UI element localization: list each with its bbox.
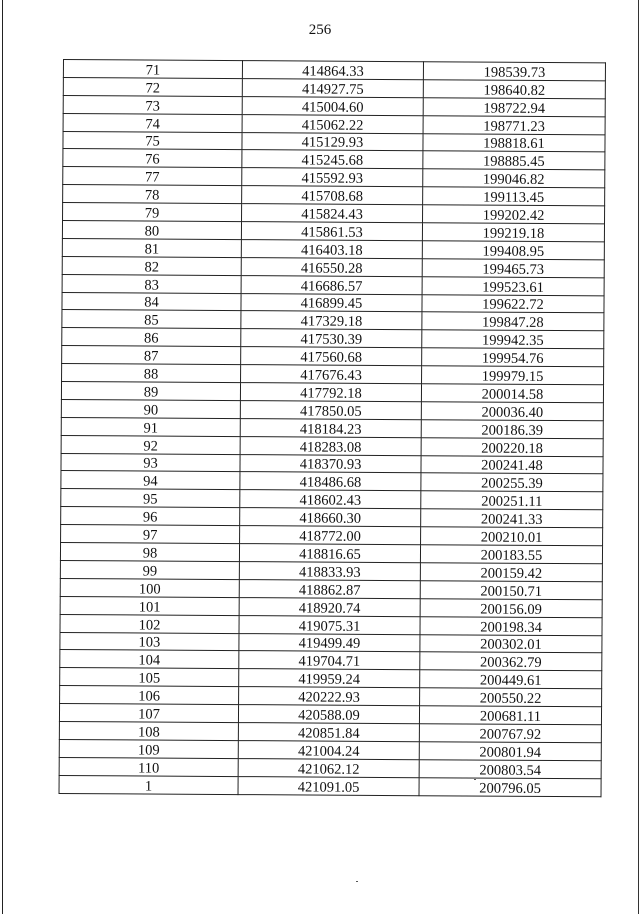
point-number-cell: 105 <box>60 668 239 687</box>
y-coordinate-cell: 198722.94 <box>423 97 605 116</box>
x-coordinate-cell: 418370.93 <box>240 454 421 473</box>
point-number-cell: 103 <box>60 632 239 651</box>
x-coordinate-cell: 418772.00 <box>240 526 421 545</box>
y-coordinate-cell: 200036.40 <box>421 402 603 421</box>
point-number-cell: 89 <box>61 382 240 401</box>
x-coordinate-cell: 416403.18 <box>241 239 422 258</box>
x-coordinate-cell: 420851.84 <box>238 723 419 742</box>
point-number-cell: 108 <box>59 721 238 740</box>
y-coordinate-cell: 200255.39 <box>421 473 603 492</box>
x-coordinate-cell: 417329.18 <box>241 311 422 330</box>
point-number-cell: 91 <box>61 417 240 436</box>
y-coordinate-cell: 200803.54 <box>419 759 601 778</box>
y-coordinate-cell: 200220.18 <box>421 437 603 456</box>
x-coordinate-cell: 419075.31 <box>239 615 420 634</box>
point-number-cell: 76 <box>63 149 242 168</box>
x-coordinate-cell: 415004.60 <box>242 96 423 115</box>
point-number-cell: 100 <box>60 578 239 597</box>
x-coordinate-cell: 415245.68 <box>242 150 423 169</box>
point-number-cell: 93 <box>61 453 240 472</box>
y-coordinate-cell: 199219.18 <box>422 223 604 242</box>
y-coordinate-cell: 199523.61 <box>422 276 604 295</box>
x-coordinate-cell: 418602.43 <box>240 490 421 509</box>
x-coordinate-cell: 415129.93 <box>242 132 423 151</box>
y-coordinate-cell: 198885.45 <box>423 151 605 170</box>
table-row <box>60 650 602 671</box>
point-number-cell: 1 <box>59 775 238 794</box>
point-number-cell: 98 <box>60 543 239 562</box>
y-coordinate-cell: 200014.58 <box>421 384 603 403</box>
x-coordinate-cell: 419704.71 <box>239 651 420 670</box>
x-coordinate-cell: 421091.05 <box>238 776 419 795</box>
point-number-cell: 73 <box>63 95 242 114</box>
point-number-cell: 85 <box>62 310 241 329</box>
y-coordinate-cell: 200302.01 <box>420 634 602 653</box>
point-number-cell: 88 <box>62 364 241 383</box>
point-number-cell: 95 <box>61 489 240 508</box>
point-number-cell: 79 <box>63 203 242 222</box>
point-number-cell: 110 <box>59 757 238 776</box>
y-coordinate-cell: 199046.82 <box>423 169 605 188</box>
point-number-cell: 94 <box>61 471 240 490</box>
scan-edge-left <box>2 0 3 914</box>
y-coordinate-cell: 200767.92 <box>419 724 601 743</box>
point-number-cell: 86 <box>62 328 241 347</box>
y-coordinate-cell: 200210.01 <box>421 527 603 546</box>
y-coordinate-cell: 199847.28 <box>422 312 604 331</box>
x-coordinate-cell: 417792.18 <box>240 383 421 402</box>
y-coordinate-cell: 199202.42 <box>423 205 605 224</box>
x-coordinate-cell: 418816.65 <box>239 544 420 563</box>
y-coordinate-cell: 198818.61 <box>423 133 605 152</box>
x-coordinate-cell: 420588.09 <box>238 705 419 724</box>
scan-speck <box>356 881 358 882</box>
y-coordinate-cell: 198640.82 <box>423 80 605 99</box>
point-number-cell: 106 <box>60 686 239 705</box>
point-number-cell: 84 <box>62 292 241 311</box>
y-coordinate-cell: 200801.94 <box>419 742 601 761</box>
point-number-cell: 101 <box>60 596 239 615</box>
x-coordinate-cell: 418833.93 <box>239 562 420 581</box>
x-coordinate-cell: 417530.39 <box>241 329 422 348</box>
y-coordinate-cell: 200150.71 <box>420 581 602 600</box>
y-coordinate-cell: 199954.76 <box>422 348 604 367</box>
y-coordinate-cell: 200796.05 <box>419 777 601 796</box>
y-coordinate-cell: 200251.11 <box>421 491 603 510</box>
point-number-cell: 102 <box>60 614 239 633</box>
point-number-cell: 104 <box>60 650 239 669</box>
point-number-cell: 96 <box>61 507 240 526</box>
table-row <box>60 668 602 689</box>
y-coordinate-cell: 200362.79 <box>420 652 602 671</box>
point-number-cell: 72 <box>63 77 242 96</box>
x-coordinate-cell: 421062.12 <box>238 758 419 777</box>
point-number-cell: 75 <box>63 131 242 150</box>
point-number-cell: 83 <box>62 274 241 293</box>
point-number-cell: 109 <box>59 739 238 758</box>
x-coordinate-cell: 415861.53 <box>241 222 422 241</box>
coordinates-table-body <box>59 60 605 797</box>
y-coordinate-cell: 200550.22 <box>420 688 602 707</box>
y-coordinate-cell: 199622.72 <box>422 294 604 313</box>
x-coordinate-cell: 420222.93 <box>239 687 420 706</box>
x-coordinate-cell: 418862.87 <box>239 579 420 598</box>
x-coordinate-cell: 416899.45 <box>241 293 422 312</box>
scan-speck <box>474 779 476 780</box>
y-coordinate-cell: 198771.23 <box>423 115 605 134</box>
point-number-cell: 92 <box>61 435 240 454</box>
point-number-cell: 71 <box>63 60 242 79</box>
x-coordinate-cell: 417560.68 <box>241 347 422 366</box>
point-number-cell: 81 <box>62 238 241 257</box>
point-number-cell: 87 <box>62 346 241 365</box>
table-row <box>60 686 602 707</box>
y-coordinate-cell: 199408.95 <box>422 241 604 260</box>
x-coordinate-cell: 415708.68 <box>242 186 423 205</box>
x-coordinate-cell: 418283.08 <box>240 436 421 455</box>
y-coordinate-cell: 200159.42 <box>420 563 602 582</box>
y-coordinate-cell: 199113.45 <box>423 187 605 206</box>
y-coordinate-cell: 199465.73 <box>422 258 604 277</box>
y-coordinate-cell: 200156.09 <box>420 598 602 617</box>
x-coordinate-cell: 419959.24 <box>239 669 420 688</box>
y-coordinate-cell: 200183.55 <box>420 545 602 564</box>
point-number-cell: 77 <box>63 167 242 186</box>
x-coordinate-cell: 418660.30 <box>240 508 421 527</box>
x-coordinate-cell: 415062.22 <box>242 114 423 133</box>
point-number-cell: 78 <box>63 185 242 204</box>
y-coordinate-cell: 200449.61 <box>420 670 602 689</box>
x-coordinate-cell: 416550.28 <box>241 257 422 276</box>
point-number-cell: 107 <box>59 704 238 723</box>
x-coordinate-cell: 414927.75 <box>242 78 423 97</box>
x-coordinate-cell: 415824.43 <box>242 204 423 223</box>
point-number-cell: 82 <box>62 256 241 275</box>
x-coordinate-cell: 418184.23 <box>240 418 421 437</box>
x-coordinate-cell: 418920.74 <box>239 597 420 616</box>
point-number-cell: 80 <box>62 221 241 240</box>
y-coordinate-cell: 200186.39 <box>421 420 603 439</box>
x-coordinate-cell: 419499.49 <box>239 633 420 652</box>
y-coordinate-cell: 200681.11 <box>419 706 601 725</box>
y-coordinate-cell: 199942.35 <box>422 330 604 349</box>
x-coordinate-cell: 418486.68 <box>240 472 421 491</box>
x-coordinate-cell: 417676.43 <box>241 365 422 384</box>
x-coordinate-cell: 415592.93 <box>242 168 423 187</box>
point-number-cell: 97 <box>61 525 240 544</box>
y-coordinate-cell: 200241.48 <box>421 455 603 474</box>
y-coordinate-cell: 200241.33 <box>421 509 603 528</box>
y-coordinate-cell: 199979.15 <box>422 366 604 385</box>
y-coordinate-cell: 198539.73 <box>423 62 605 81</box>
x-coordinate-cell: 417850.05 <box>240 401 421 420</box>
point-number-cell: 90 <box>61 399 240 418</box>
point-number-cell: 99 <box>60 560 239 579</box>
page-number: 256 <box>308 22 332 38</box>
scan-edge-right <box>638 0 639 914</box>
y-coordinate-cell: 200198.34 <box>420 616 602 635</box>
x-coordinate-cell: 416686.57 <box>241 275 422 294</box>
coordinates-table <box>59 59 606 797</box>
x-coordinate-cell: 414864.33 <box>242 61 423 80</box>
x-coordinate-cell: 421004.24 <box>238 740 419 759</box>
point-number-cell: 74 <box>63 113 242 132</box>
